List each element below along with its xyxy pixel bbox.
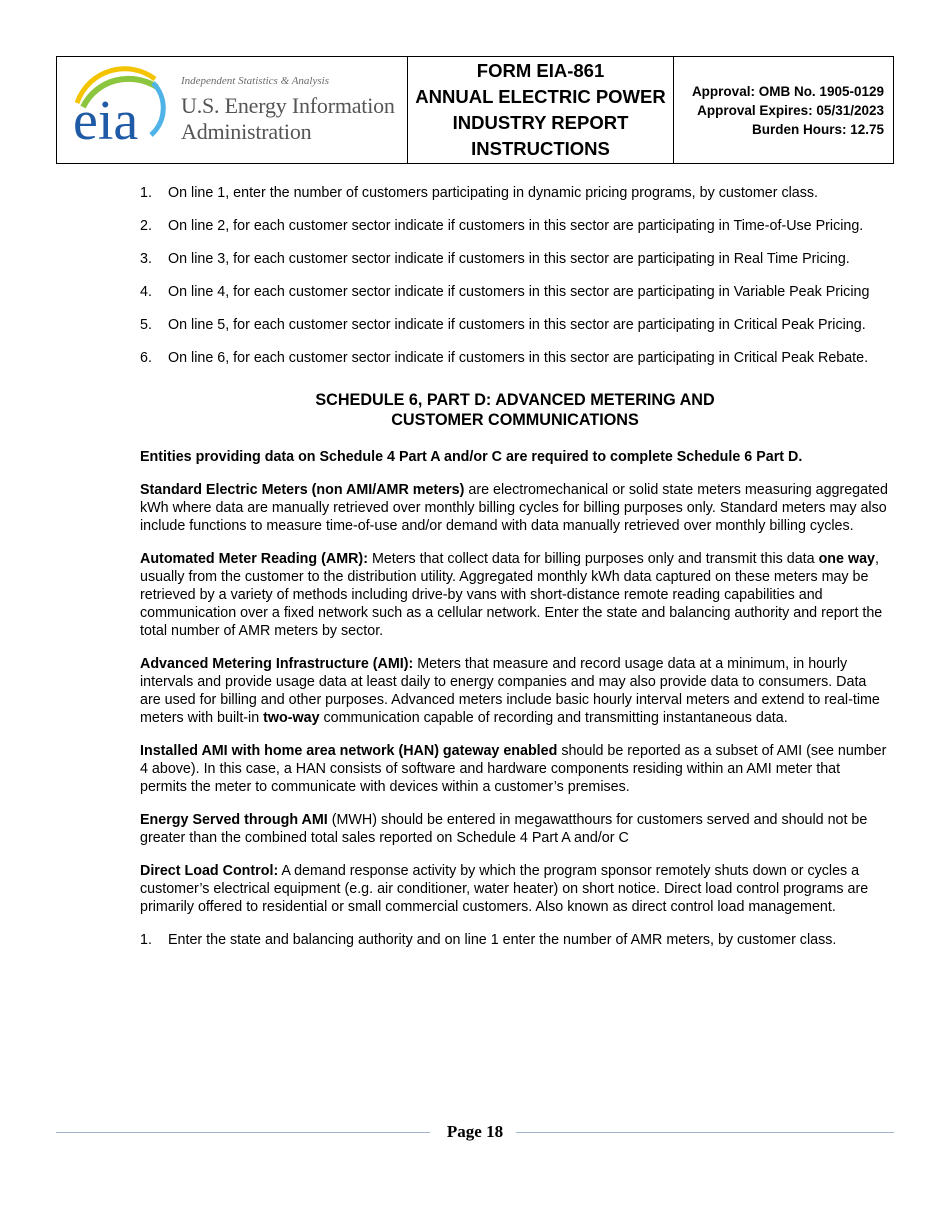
tagline: Independent Statistics & Analysis [181, 75, 329, 87]
page-footer [56, 1122, 894, 1142]
logo-cell [57, 57, 408, 163]
form-title-line-1: FORM EIA-861 [476, 60, 605, 81]
entities-note: Entities providing data on Schedule 4 Part A and/or C are required to complete Schedule 6 Part D. [140, 449, 803, 465]
svg-text:eia: eia [73, 90, 139, 151]
approval-info [674, 57, 893, 163]
han-paragraph: Installed AMI with home area network (HAN) gateway enabled should be reported as a subset of AMI (see number 4 above). In this case, a HAN consists of software and hardware components residing within an AMI meter that permits the meter to communicate with devices within a customer’s premises. [140, 743, 887, 795]
list-item: 2. On line 2, for each customer sector indicate if customers in this sector are participating in Time-of-Use Pricing. [140, 218, 864, 234]
direct-load-control-paragraph: Direct Load Control: A demand response activity by which the program sponsor remotely shuts down or cycles a customer’s electrical equipment (e.g. air conditioner, water heater) on short notice. Direct load control programs are primarily offered to residential or small commercial customers. Also known as direct control load management. [140, 863, 869, 915]
agency-name [181, 93, 395, 145]
page-number: Page 18 [446, 1122, 504, 1141]
form-header [56, 56, 894, 164]
form-title-line-2: ANNUAL ELECTRIC POWER [415, 86, 666, 107]
ami-paragraph: Advanced Metering Infrastructure (AMI): Meters that measure and record usage data at a minimum, in hourly intervals and provide usage data at least daily to energy companies and may also provide data to consumers. Data are used for billing and other purposes. Advanced meters include basic hourly interval meters and extend to real-time meters with built-in two-way communication capable of recording and transmitting instantaneous data. [140, 656, 880, 726]
list-item: 5. On line 5, for each customer sector indicate if customers in this sector are participating in Critical Peak Pricing. [140, 317, 866, 333]
energy-served-paragraph: Energy Served through AMI (MWH) should be entered in megawatthours for customers served and should not be greater than the combined total sales reported on Schedule 4 Part A and/or C [140, 812, 868, 846]
list-item: 1. Enter the state and balancing authority and on line 1 enter the number of AMR meters, by customer class. [140, 932, 837, 948]
omb-approval: Approval: OMB No. 1905-0129 [691, 83, 884, 99]
amr-paragraph: Automated Meter Reading (AMR): Meters that collect data for billing purposes only and transmit this data one way, usually from the customer to the distribution utility. Aggregated monthly kWh data captured on these meters may be retrieved by a variety of methods including drive-by vans with short-distance remote reading capabilities and communication over a fixed network such as a cellular network. Enter the state and balancing authority and report the total number of AMR meters by sector. [140, 551, 883, 639]
form-title-line-3: INDUSTRY REPORT [452, 112, 629, 133]
list-item: 3. On line 3, for each customer sector indicate if customers in this sector are participating in Real Time Pricing. [140, 251, 850, 267]
form-title [408, 57, 674, 163]
section-heading: SCHEDULE 6, PART D: ADVANCED METERING AND CUSTOMER COMMUNICATIONS [315, 391, 715, 429]
burden-hours: Burden Hours: 12.75 [751, 121, 884, 137]
approval-expires: Approval Expires: 05/31/2023 [697, 102, 884, 118]
list-item: 1. On line 1, enter the number of customers participating in dynamic pricing programs, by customer class. [140, 185, 818, 201]
agency-line-2: Administration [181, 119, 312, 144]
standard-meters-paragraph: Standard Electric Meters (non AMI/AMR meters) are electromechanical or solid state meters measuring aggregated kWh where data are manually retrieved over monthly billing cycles for billing purposes only. Standard meters may also include functions to measure time-of-use and/or demand with data manually retrieved over monthly billing cycles. [140, 482, 888, 534]
eia-logo-icon [69, 61, 181, 151]
form-title-line-4: INSTRUCTIONS [471, 138, 610, 159]
agency-line-1: U.S. Energy Information [181, 93, 395, 118]
list-item: 6. On line 6, for each customer sector indicate if customers in this sector are participating in Critical Peak Rebate. [140, 350, 869, 366]
page-body [140, 184, 890, 964]
list-item: 4. On line 4, for each customer sector indicate if customers in this sector are participating in Variable Peak Pricing [140, 284, 870, 300]
